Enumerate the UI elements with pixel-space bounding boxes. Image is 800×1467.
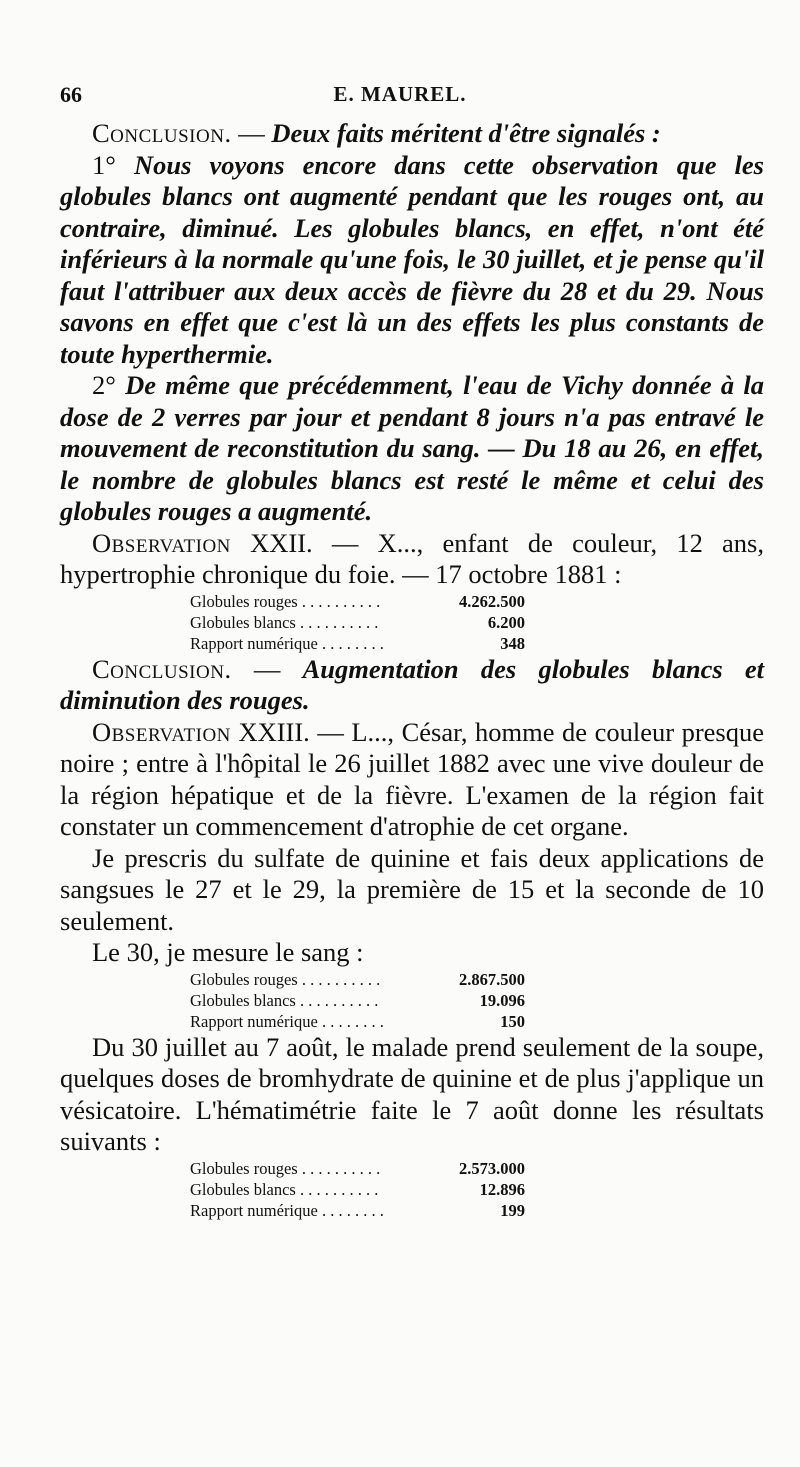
running-header: [60, 82, 740, 112]
table-row: Rapport numérique . . . . . . . . 348: [190, 633, 525, 653]
table-row: Globules rouges . . . . . . . . . . 2.867.500: [190, 969, 525, 989]
paragraph-4: Le 30, je mesure le sang :: [92, 937, 364, 967]
blood-count-table-3: [190, 1158, 525, 1221]
table-row: Rapport numérique . . . . . . . . 150: [190, 1011, 525, 1031]
paragraph-5: Du 30 juillet au 7 août, le malade prend seulement de la soupe, quelques doses de bromhydrate de quinine et de plus j'applique un vésicatoire. L'hématimétrie faite le 7 août donne les résultats suivants :: [60, 1031, 764, 1156]
observation-22: Observation XXII. — X..., enfant de couleur, 12 ans, hypertrophie chronique du foie. — 17 octobre 1881 :: [60, 527, 764, 589]
table-row: Globules blancs . . . . . . . . . . 6.200: [190, 612, 525, 632]
table-row: Globules rouges . . . . . . . . . . 2.573.000: [190, 1158, 525, 1178]
running-head-author: E. MAUREL.: [333, 82, 467, 106]
paragraph-3: Je prescris du sulfate de quinine et fais deux applications de sangsues le 27 et le 29, la première de 15 et la seconde de 10 seulement.: [60, 842, 764, 936]
table-row: Globules rouges . . . . . . . . . . 4.262.500: [190, 591, 525, 611]
observation-23: Observation XXIII. — L..., César, homme de couleur presque noire ; entre à l'hôpital le 26 juillet 1882 avec une vive douleur de la région hépatique et de la fièvre. L'examen de la région fait constater un commencement d'atrophie de cet organe.: [60, 716, 764, 841]
table-row: Rapport numérique . . . . . . . . 199: [190, 1200, 525, 1220]
conclusion-heading-2: Conclusion. — Augmentation des globules blancs et diminution des rouges.: [60, 653, 765, 715]
paragraph-1: 1° Nous voyons encore dans cette observation que les globules blancs ont augmenté pendant que les rouges ont, au contraire, diminué. Les globules blancs, en effet, n'ont été inférieurs à la normale qu'une fois, le 30 juillet, et je pense qu'il faut l'attribuer aux deux accès de fièvre du 28 et du 29. Nous savons en effet que c'est là un des effets les plus constants de toute hyperthermie.: [60, 149, 764, 369]
page-number: 66: [60, 82, 82, 107]
page-body: [60, 118, 764, 1221]
table-row: Globules blancs . . . . . . . . . . 12.896: [190, 1179, 525, 1199]
table-row: Globules blancs . . . . . . . . . . 19.096: [190, 990, 525, 1010]
blood-count-table-1: [190, 591, 525, 654]
blood-count-table-2: [190, 969, 525, 1032]
paragraph-2: 2° De même que précédemment, l'eau de Vichy donnée à la dose de 2 verres par jour et pendant 8 jours n'a pas entravé le mouvement de reconstitution du sang. — Du 18 au 26, en effet, le nombre de globules blancs est resté le même et celui des globules rouges a augmenté.: [60, 370, 764, 526]
conclusion-heading-1: Conclusion. — Deux faits méritent d'être signalés :: [92, 118, 661, 148]
